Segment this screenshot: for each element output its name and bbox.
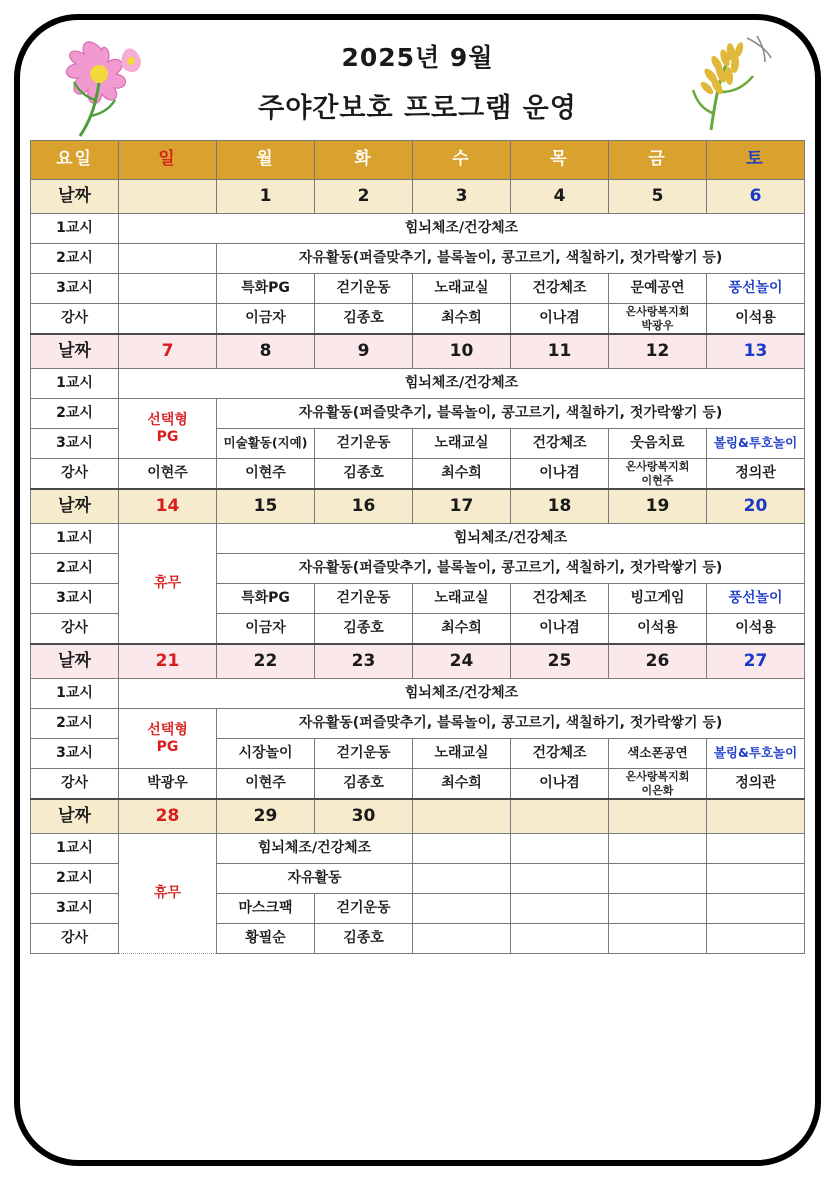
col-header-fri: 금 (609, 141, 707, 180)
week5-p2-fri (609, 864, 707, 894)
week3-period2-activity: 자유활동(퍼즐맞추기, 블록놀이, 콩고르기, 색칠하기, 젓가락쌓기 등) (217, 554, 805, 584)
week4-date-tue: 23 (315, 644, 413, 679)
week5-period2-activity: 자유활동 (217, 864, 413, 894)
week2-p3-sat: 볼링&투호놀이 (707, 429, 805, 459)
week1-date-wed: 3 (413, 180, 511, 214)
week2-date-fri: 12 (609, 334, 707, 369)
week4-teacher-row (31, 769, 805, 800)
week4-teacher-tue: 김종호 (315, 769, 413, 800)
week5-teacher-fri (609, 924, 707, 954)
week3-p3-sat: 풍선놀이 (707, 584, 805, 614)
row-label-period2: 2교시 (31, 554, 119, 584)
week4-teacher-fri (609, 769, 707, 800)
week1-period1-row (31, 214, 805, 244)
week4-date-sun: 21 (119, 644, 217, 679)
week4-teacher-sun: 박광우 (119, 769, 217, 800)
week3-p3-wed: 노래교실 (413, 584, 511, 614)
row-label-period2: 2교시 (31, 244, 119, 274)
row-label-period3: 3교시 (31, 429, 119, 459)
week3-teacher-tue: 김종호 (315, 614, 413, 645)
week4-teacher-wed: 최수희 (413, 769, 511, 800)
week4-p3-wed: 노래교실 (413, 739, 511, 769)
row-label-period2: 2교시 (31, 864, 119, 894)
week1-teacher-fri (609, 304, 707, 335)
week1-date-mon: 1 (217, 180, 315, 214)
week1-teacher-tue: 김종호 (315, 304, 413, 335)
week2-sun-select-pg (119, 399, 217, 459)
row-label-date: 날짜 (31, 489, 119, 524)
row-label-period1: 1교시 (31, 214, 119, 244)
week2-date-sat: 13 (707, 334, 805, 369)
week1-p3-mon: 특화PG (217, 274, 315, 304)
week1-period3-row (31, 274, 805, 304)
week2-p3-tue: 걷기운동 (315, 429, 413, 459)
week3-teacher-sat: 이석용 (707, 614, 805, 645)
week3-p3-thu: 건강체조 (511, 584, 609, 614)
week1-date-thu: 4 (511, 180, 609, 214)
week5-teacher-sat (707, 924, 805, 954)
week4-date-wed: 24 (413, 644, 511, 679)
week5-p3-mon: 마스크팩 (217, 894, 315, 924)
week4-sun-select-pg-line2: PG (156, 738, 179, 755)
week2-teacher-thu: 이나겸 (511, 459, 609, 490)
week3-date-thu: 18 (511, 489, 609, 524)
week2-teacher-wed: 최수희 (413, 459, 511, 490)
week2-sun-select-pg-line1: 선택형 (147, 412, 188, 429)
week5-teacher-thu (511, 924, 609, 954)
week4-teacher-fri-name: 이은화 (641, 783, 674, 797)
week4-date-row (31, 644, 805, 679)
week1-period1-activity: 힘뇌체조/건강체조 (119, 214, 805, 244)
week2-sun-select-pg-line2: PG (156, 428, 179, 445)
week4-p3-sat: 볼링&투호놀이 (707, 739, 805, 769)
week5-period1-row (31, 834, 805, 864)
col-header-thu: 목 (511, 141, 609, 180)
week1-period2-row (31, 244, 805, 274)
row-label-period3: 3교시 (31, 274, 119, 304)
row-label-period1: 1교시 (31, 834, 119, 864)
week4-period2-row (31, 709, 805, 739)
row-label-period3: 3교시 (31, 584, 119, 614)
week4-date-fri: 26 (609, 644, 707, 679)
row-label-date: 날짜 (31, 799, 119, 834)
week5-date-row (31, 799, 805, 834)
week5-teacher-wed (413, 924, 511, 954)
week3-date-mon: 15 (217, 489, 315, 524)
row-label-period2: 2교시 (31, 399, 119, 429)
row-label-date: 날짜 (31, 334, 119, 369)
monthly-program-table (30, 140, 805, 954)
week3-period1-activity: 힘뇌체조/건강체조 (217, 524, 805, 554)
week2-period1-row (31, 369, 805, 399)
week1-date-sun (119, 180, 217, 214)
week5-date-sun: 28 (119, 799, 217, 834)
col-header-sun-label: 일 (158, 149, 177, 170)
week1-p3-thu: 건강체조 (511, 274, 609, 304)
week3-date-row (31, 489, 805, 524)
week5-p3-fri (609, 894, 707, 924)
week1-teacher-fri-name: 박광우 (641, 318, 674, 332)
week3-date-tue: 16 (315, 489, 413, 524)
week4-date-sat: 27 (707, 644, 805, 679)
week3-teacher-thu: 이나겸 (511, 614, 609, 645)
week5-date-mon: 29 (217, 799, 315, 834)
week4-p3-mon: 시장놀이 (217, 739, 315, 769)
week2-teacher-mon: 이현주 (217, 459, 315, 490)
week2-p3-wed: 노래교실 (413, 429, 511, 459)
week4-period2-activity: 자유활동(퍼즐맞추기, 블록놀이, 콩고르기, 색칠하기, 젓가락쌓기 등) (217, 709, 805, 739)
week3-date-fri: 19 (609, 489, 707, 524)
week1-p3-sun (119, 274, 217, 304)
week2-period2-activity: 자유활동(퍼즐맞추기, 블록놀이, 콩고르기, 색칠하기, 젓가락쌓기 등) (217, 399, 805, 429)
week5-teacher-tue: 김종호 (315, 924, 413, 954)
week2-period1-activity: 힘뇌체조/건강체조 (119, 369, 805, 399)
week2-date-thu: 11 (511, 334, 609, 369)
row-label-date: 날짜 (31, 644, 119, 679)
table-header-row (31, 141, 805, 180)
week4-p3-fri: 색소폰공연 (609, 739, 707, 769)
document-header (30, 30, 805, 140)
col-header-wed: 수 (413, 141, 511, 180)
week4-period1-row (31, 679, 805, 709)
week1-date-tue: 2 (315, 180, 413, 214)
row-label-teacher: 강사 (31, 924, 119, 954)
week5-date-sat (707, 799, 805, 834)
row-label-period2: 2교시 (31, 709, 119, 739)
col-header-sun (119, 141, 217, 180)
week2-date-wed: 10 (413, 334, 511, 369)
week1-teacher-wed: 최수희 (413, 304, 511, 335)
document-date-title: 2025년 9월 (341, 43, 494, 72)
document-main-title: 주야간보호 프로그램 운영 (258, 93, 577, 124)
week3-teacher-wed: 최수희 (413, 614, 511, 645)
week3-date-sun: 14 (119, 489, 217, 524)
row-label-teacher: 강사 (31, 459, 119, 490)
week1-p3-sat: 풍선놀이 (707, 274, 805, 304)
week2-date-sun: 7 (119, 334, 217, 369)
col-header-sat-label: 토 (746, 149, 765, 170)
week5-date-thu (511, 799, 609, 834)
week5-teacher-mon: 황필순 (217, 924, 315, 954)
row-label-teacher: 강사 (31, 304, 119, 335)
content-area (30, 30, 805, 1150)
week3-teacher-fri: 이석용 (609, 614, 707, 645)
week5-p1-fri (609, 834, 707, 864)
week5-p3-wed (413, 894, 511, 924)
week5-p2-thu (511, 864, 609, 894)
week2-period2-row (31, 399, 805, 429)
week5-p1-thu (511, 834, 609, 864)
week5-date-wed (413, 799, 511, 834)
week4-teacher-sat: 정의관 (707, 769, 805, 800)
row-label-period3: 3교시 (31, 894, 119, 924)
week5-p2-wed (413, 864, 511, 894)
week2-teacher-tue: 김종호 (315, 459, 413, 490)
week3-date-sat: 20 (707, 489, 805, 524)
week3-p3-tue: 걷기운동 (315, 584, 413, 614)
week5-date-fri (609, 799, 707, 834)
week1-teacher-row (31, 304, 805, 335)
row-label-period3: 3교시 (31, 739, 119, 769)
week1-teacher-sun (119, 304, 217, 335)
week4-teacher-thu: 이나겸 (511, 769, 609, 800)
row-label-period1: 1교시 (31, 524, 119, 554)
week1-teacher-thu: 이나겸 (511, 304, 609, 335)
col-header-mon: 월 (217, 141, 315, 180)
week5-sun-holiday: 휴무 (119, 834, 217, 954)
week4-teacher-fri-org: 온사랑복지회 (625, 769, 690, 783)
week4-sun-select-pg-line1: 선택형 (147, 722, 188, 739)
week1-p3-tue: 걷기운동 (315, 274, 413, 304)
week2-date-tue: 9 (315, 334, 413, 369)
week1-period2-sun (119, 244, 217, 274)
week2-teacher-row (31, 459, 805, 490)
week5-p1-sat (707, 834, 805, 864)
row-label-teacher: 강사 (31, 614, 119, 645)
rice-stalk-icon (663, 30, 793, 140)
col-header-tue: 화 (315, 141, 413, 180)
week5-p3-tue: 걷기운동 (315, 894, 413, 924)
week5-p3-sat (707, 894, 805, 924)
week3-p3-mon: 특화PG (217, 584, 315, 614)
row-label-date: 날짜 (31, 180, 119, 214)
week2-p3-fri: 웃음치료 (609, 429, 707, 459)
week2-p3-thu: 건강체조 (511, 429, 609, 459)
week1-p3-fri: 문예공연 (609, 274, 707, 304)
week3-period1-row (31, 524, 805, 554)
week5-p1-wed (413, 834, 511, 864)
week2-teacher-fri-org: 온사랑복지회 (625, 459, 690, 473)
week1-p3-wed: 노래교실 (413, 274, 511, 304)
week2-teacher-fri (609, 459, 707, 490)
week1-teacher-mon: 이금자 (217, 304, 315, 335)
week3-sun-holiday: 휴무 (119, 524, 217, 645)
week1-date-fri: 5 (609, 180, 707, 214)
week3-date-wed: 17 (413, 489, 511, 524)
week2-teacher-fri-name: 이현주 (641, 473, 674, 487)
week1-period2-activity: 자유활동(퍼즐맞추기, 블록놀이, 콩고르기, 색칠하기, 젓가락쌓기 등) (217, 244, 805, 274)
col-header-weekday: 요일 (31, 141, 119, 180)
week4-p3-thu: 건강체조 (511, 739, 609, 769)
week1-teacher-sat: 이석용 (707, 304, 805, 335)
week2-teacher-sun: 이현주 (119, 459, 217, 490)
row-label-period1: 1교시 (31, 369, 119, 399)
week4-p3-tue: 걷기운동 (315, 739, 413, 769)
week5-p2-sat (707, 864, 805, 894)
week2-teacher-sat: 정의관 (707, 459, 805, 490)
row-label-teacher: 강사 (31, 769, 119, 800)
week5-p3-thu (511, 894, 609, 924)
week2-p3-mon: 미술활동(지예) (217, 429, 315, 459)
week1-teacher-fri-org: 온사랑복지회 (625, 304, 690, 318)
week5-date-tue: 30 (315, 799, 413, 834)
week5-period1-activity: 힘뇌체조/건강체조 (217, 834, 413, 864)
week3-p3-fri: 빙고게임 (609, 584, 707, 614)
week4-teacher-mon: 이현주 (217, 769, 315, 800)
row-label-period1: 1교시 (31, 679, 119, 709)
week4-sun-select-pg (119, 709, 217, 769)
week2-date-mon: 8 (217, 334, 315, 369)
col-header-sat (707, 141, 805, 180)
week1-date-row (31, 180, 805, 214)
week4-date-thu: 25 (511, 644, 609, 679)
week2-date-row (31, 334, 805, 369)
week1-date-sat: 6 (707, 180, 805, 214)
week4-period1-activity: 힘뇌체조/건강체조 (119, 679, 805, 709)
week3-teacher-mon: 이금자 (217, 614, 315, 645)
week4-date-mon: 22 (217, 644, 315, 679)
